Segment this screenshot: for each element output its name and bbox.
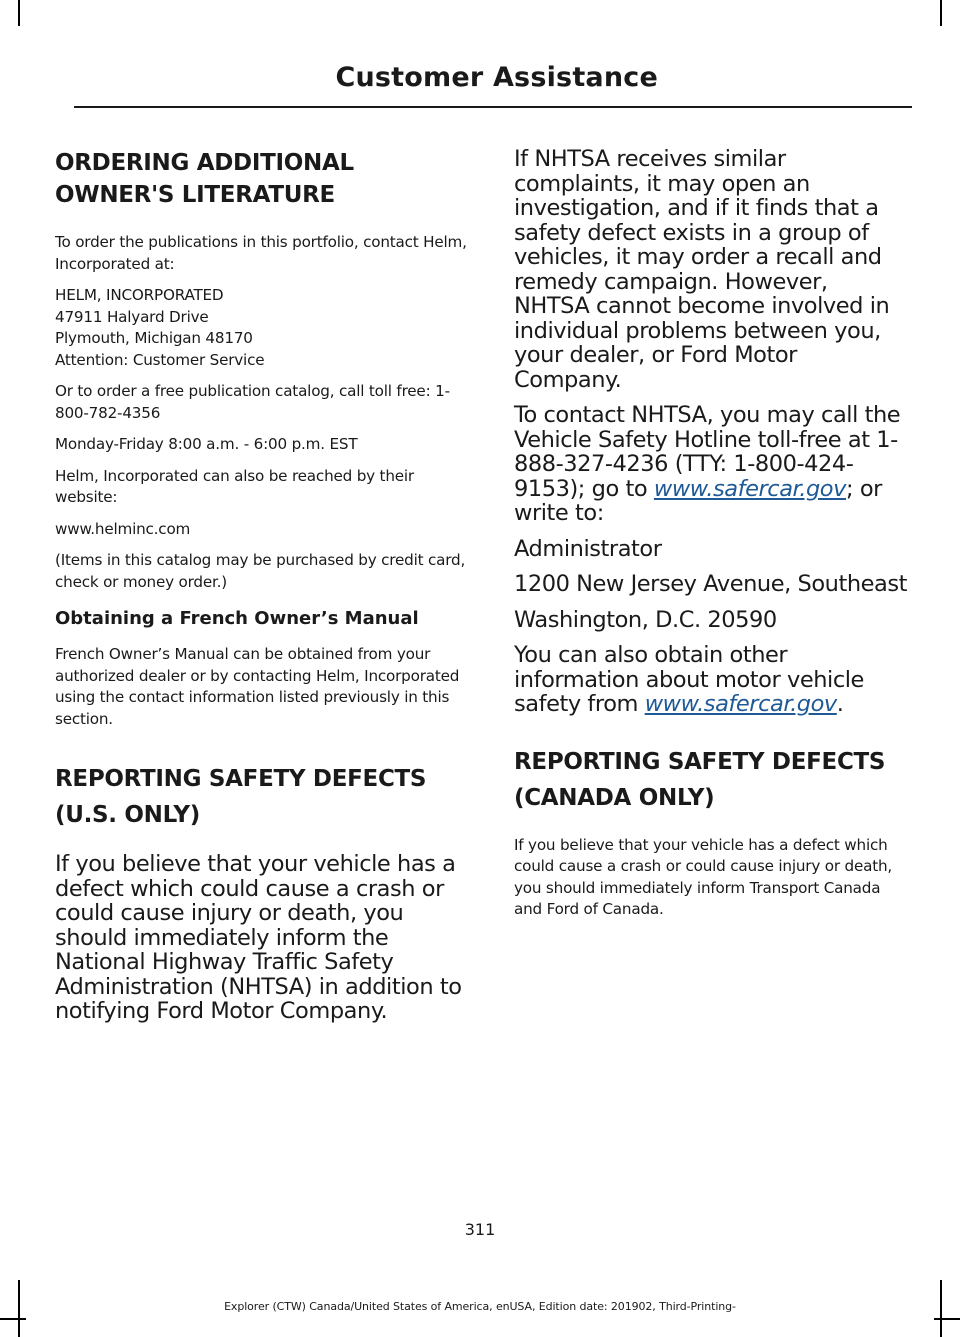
- nhtsa-contact-text: To contact NHTSA, you may call the Vehicle Safety Hotline toll-free at 1-888-327-4236 (TTY: 1-800-424-9153); go to www.safercar.gov; or write to:: [514, 402, 901, 526]
- nhtsa-street: 1200 New Jersey Avenue, Southeast: [514, 571, 908, 597]
- us-safety-defects-heading: REPORTING SAFETY DEFECTS (U.S. ONLY): [55, 766, 427, 828]
- nhtsa-city: Washington, D.C. 20590: [514, 606, 777, 633]
- page-number: 311: [464, 1220, 496, 1239]
- catalog-phone-text: Or to order a free publication catalog, call toll free: 1-800-782-4356: [55, 382, 450, 422]
- page-header-title: Customer Assistance: [335, 62, 658, 93]
- address-line: HELM, INCORPORATED: [55, 286, 224, 304]
- address-line: Attention: Customer Service: [55, 350, 265, 369]
- canada-safety-defects-text: If you believe that your vehicle has a defect which could cause a crash or could cause injury or death, you should immediately inform Transport Canada and Ford of Canada.: [514, 835, 893, 918]
- address-line: 47911 Halyard Drive: [55, 307, 209, 326]
- french-manual-heading: Obtaining a French Owner’s Manual: [55, 608, 419, 629]
- edition-footer: Explorer (CTW) Canada/United States of America, enUSA, Edition date: 201902, Third-Printing-: [224, 1300, 736, 1313]
- left-column: [55, 148, 475, 1024]
- safercar-link[interactable]: www.safercar.gov: [644, 691, 837, 717]
- header-divider: [74, 106, 912, 108]
- website-intro: Helm, Incorporated can also be reached by their website:: [55, 466, 414, 506]
- crop-mark-bottom-right-h: [934, 1318, 960, 1320]
- hours-text: Monday-Friday 8:00 a.m. - 6:00 p.m. EST: [55, 435, 358, 453]
- address-line: Plymouth, Michigan 48170: [55, 329, 253, 347]
- ordering-literature-heading: ORDERING ADDITIONAL OWNER'S LITERATURE: [55, 150, 354, 208]
- helm-website: www.helminc.com: [55, 519, 191, 538]
- crop-mark-top-left: [18, 0, 20, 26]
- purchase-note: (Items in this catalog may be purchased by credit card, check or money order.): [55, 551, 466, 591]
- right-column: [514, 148, 908, 921]
- safercar-link[interactable]: www.safercar.gov: [653, 475, 846, 502]
- french-manual-text: French Owner’s Manual can be obtained from your authorized dealer or by contacting Helm, Incorporated using the contact information listed previously in this section.: [55, 645, 460, 728]
- nhtsa-investigation-text: If NHTSA receives similar complaints, it may open an investigation, and if it finds that a safety defect exists in a group of vehicles, it may order a recall and remedy campaign. However, NHTSA cannot become involved in individual problems between you, your dealer, or Ford Motor Company.: [514, 146, 890, 393]
- crop-mark-bottom-left-h: [0, 1318, 26, 1320]
- crop-mark-top-right: [940, 0, 942, 26]
- nhtsa-administrator: Administrator: [514, 535, 662, 562]
- canada-safety-defects-heading: REPORTING SAFETY DEFECTS (CANADA ONLY): [514, 748, 886, 811]
- us-safety-defects-text: If you believe that your vehicle has a defect which could cause a crash or could cause injury or death, you should immediately inform the National Highway Traffic Safety Administration (NHTSA) in addition to notifying Ford Motor Company.: [55, 851, 462, 1024]
- ordering-intro: To order the publications in this portfolio, contact Helm, Incorporated at:: [55, 233, 467, 273]
- helm-address: [55, 285, 475, 371]
- vehicle-safety-info-text: You can also obtain other information about motor vehicle safety from www.safercar.gov.: [514, 642, 864, 717]
